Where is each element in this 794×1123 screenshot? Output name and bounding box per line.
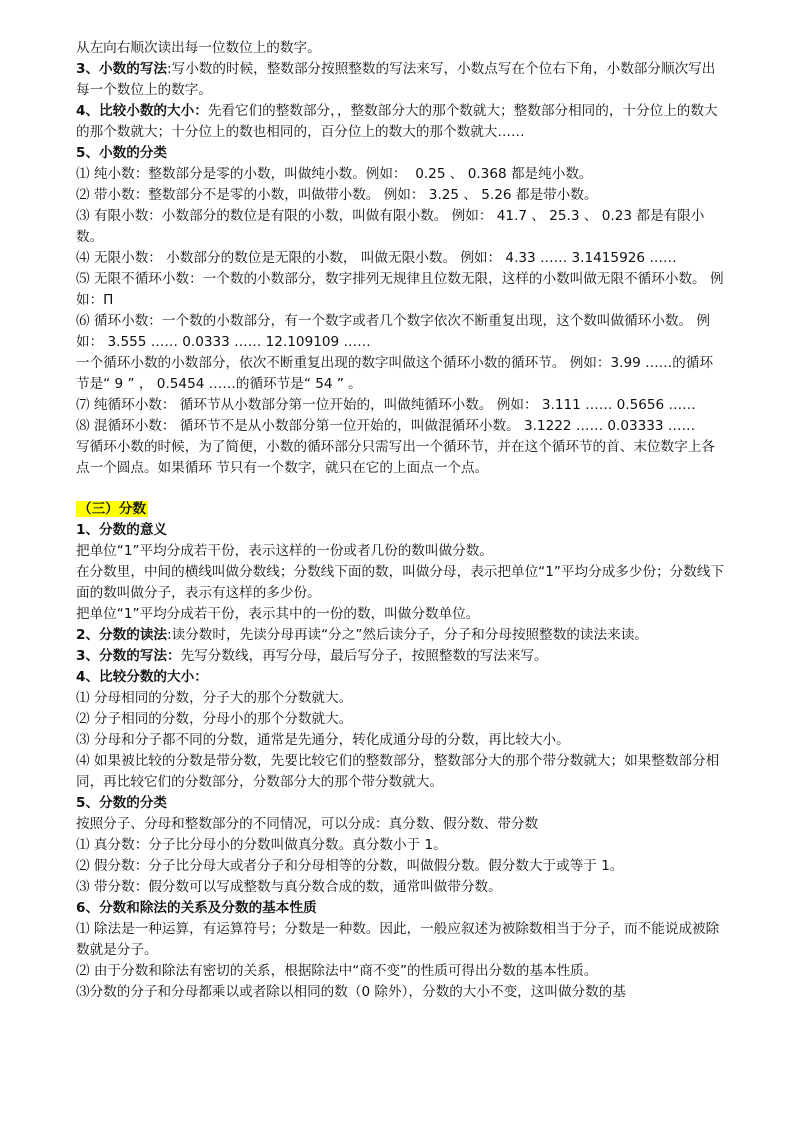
text-line: ⑴ 纯小数：整数部分是零的小数，叫做纯小数。例如： 0.25 、 0.368 都是纯小数。: [76, 166, 593, 182]
text-line: ⑻ 混循环小数： 循环节不是从小数部分第一位开始的，叫做混循环小数。 3.1222 …… 0.03333 ……: [76, 418, 696, 434]
heading-fraction-meaning: 1、分数的意义: [76, 522, 168, 538]
section-fraction-reading: [76, 625, 726, 646]
body-text: 先写分数线，再写分母，最后写分子，按照整数的写法来写。: [180, 648, 548, 664]
body-text: :写小数的时候，整数部分按照整数的写法来写，小数点写在个位右下角，小数部分顺次写出每一个数位上的数字。: [76, 61, 716, 98]
text-line: 从左向右顺次读出每一位数位上的数字。: [76, 40, 321, 56]
text-line: ⑸ 无限不循环小数：一个数的小数部分，数字排列无规律且位数无限，这样的小数叫做无限不循环小数。 例如：Π: [76, 271, 724, 308]
text-line: 在分数里，中间的横线叫做分数线；分数线下面的数，叫做分母，表示把单位“1”平均分成多少份；分数线下面的数叫做分子，表示有这样的多少份。: [76, 564, 725, 601]
text-line: 一个循环小数的小数部分，依次不断重复出现的数字叫做这个循环小数的循环节。 例如：3.99 ……的循环节是“ 9 ” ， 0.5454 ……的循环节是“ 54 ” 。: [76, 355, 714, 392]
text-line: 把单位“1”平均分成若干份，表示这样的一份或者几份的数叫做分数。: [76, 543, 493, 559]
section-title-highlight: （三）分数: [78, 501, 146, 517]
text-line: ⑶ 带分数：假分数可以写成整数与真分数合成的数，通常叫做带分数。: [76, 879, 502, 895]
document-page: [76, 38, 726, 1003]
text-line: ⑴ 除法是一种运算，有运算符号；分数是一种数。因此，一般应叙述为被除数相当于分子，而不能说成被除数就是分子。: [76, 921, 720, 958]
text-line: ⑵ 由于分数和除法有密切的关系，根据除法中“商不变”的性质可得出分数的基本性质。: [76, 963, 598, 979]
text-line: ⑹ 循环小数：一个数的小数部分，有一个数字或者几个数字依次不断重复出现，这个数叫做循环小数。 例如： 3.555 …… 0.0333 …… 12.109109 ……: [76, 313, 710, 350]
text-line: ⑵ 带小数：整数部分不是零的小数，叫做带小数。 例如： 3.25 、 5.26 都是带小数。: [76, 187, 598, 203]
section-4-compare: [76, 101, 726, 143]
text-line: 把单位“1”平均分成若干份，表示其中的一份的数，叫做分数单位。: [76, 606, 480, 622]
section-3-writing: [76, 59, 726, 101]
heading: 3、分数的写法：: [76, 648, 181, 664]
text-line: 按照分子、分母和整数部分的不同情况，可以分成：真分数、假分数、带分数: [76, 816, 539, 832]
body-text: 先看它们的整数部分，，整数部分大的那个数就大；整数部分相同的，十分位上的数大的那个数就大；十分位上的数也相同的，百分位上的数大的那个数就大……: [76, 103, 718, 140]
heading-fraction-division: 6、分数和除法的关系及分数的基本性质: [76, 900, 317, 916]
heading: 2、分数的读法: [76, 627, 168, 643]
heading-decimal-types: 5、小数的分类: [76, 145, 168, 161]
text-line: 写循环小数的时候，为了简便，小数的循环部分只需写出一个循环节，并在这个循环节的首、末位数字上各点一个圆点。如果循环 节只有一个数字，就只在它的上面点一个点。: [76, 439, 715, 476]
body-text: :读分数时，先读分母再读“分之”然后读分子，分子和分母按照整数的读法来读。: [167, 627, 648, 643]
text-line: ⑷ 无限小数： 小数部分的数位是无限的小数， 叫做无限小数。 例如： 4.33 …… 3.1415926 ……: [76, 250, 677, 266]
section-title-row: [76, 499, 726, 520]
text-line: ⑷ 如果被比较的分数是带分数，先要比较它们的整数部分，整数部分大的那个带分数就大；如果整数部分相同，再比较它们的分数部分，分数部分大的那个带分数就大。: [76, 753, 720, 790]
heading-fraction-compare: 4、比较分数的大小：: [76, 669, 208, 685]
text-line: ⑶ 有限小数：小数部分的数位是有限的小数，叫做有限小数。 例如： 41.7 、 25.3 、 0.23 都是有限小数。: [76, 208, 705, 245]
text-line: ⑴ 分母相同的分数，分子大的那个分数就大。: [76, 690, 353, 706]
text-line: ⑺ 纯循环小数： 循环节从小数部分第一位开始的，叫做纯循环小数。 例如： 3.111 …… 0.5656 ……: [76, 397, 696, 413]
spacer: [76, 479, 726, 499]
text-line: ⑶分数的分子和分母都乘以或者除以相同的数（0 除外），分数的大小不变，这叫做分数的基: [76, 984, 626, 1000]
text-line: ⑶ 分母和分子都不同的分数，通常是先通分，转化成通分母的分数，再比较大小。: [76, 732, 570, 748]
heading: 3、小数的写法: [76, 61, 168, 77]
text-line: ⑴ 真分数：分子比分母小的分数叫做真分数。真分数小于 1。: [76, 837, 447, 853]
heading-fraction-types: 5、分数的分类: [76, 795, 168, 811]
section-fraction-writing: [76, 646, 726, 667]
heading: 4、比较小数的大小：: [76, 103, 208, 119]
text-line: ⑵ 分子相同的分数，分母小的那个分数就大。: [76, 711, 353, 727]
text-line: ⑵ 假分数：分子比分母大或者分子和分母相等的分数，叫做假分数。假分数大于或等于 1。: [76, 858, 624, 874]
